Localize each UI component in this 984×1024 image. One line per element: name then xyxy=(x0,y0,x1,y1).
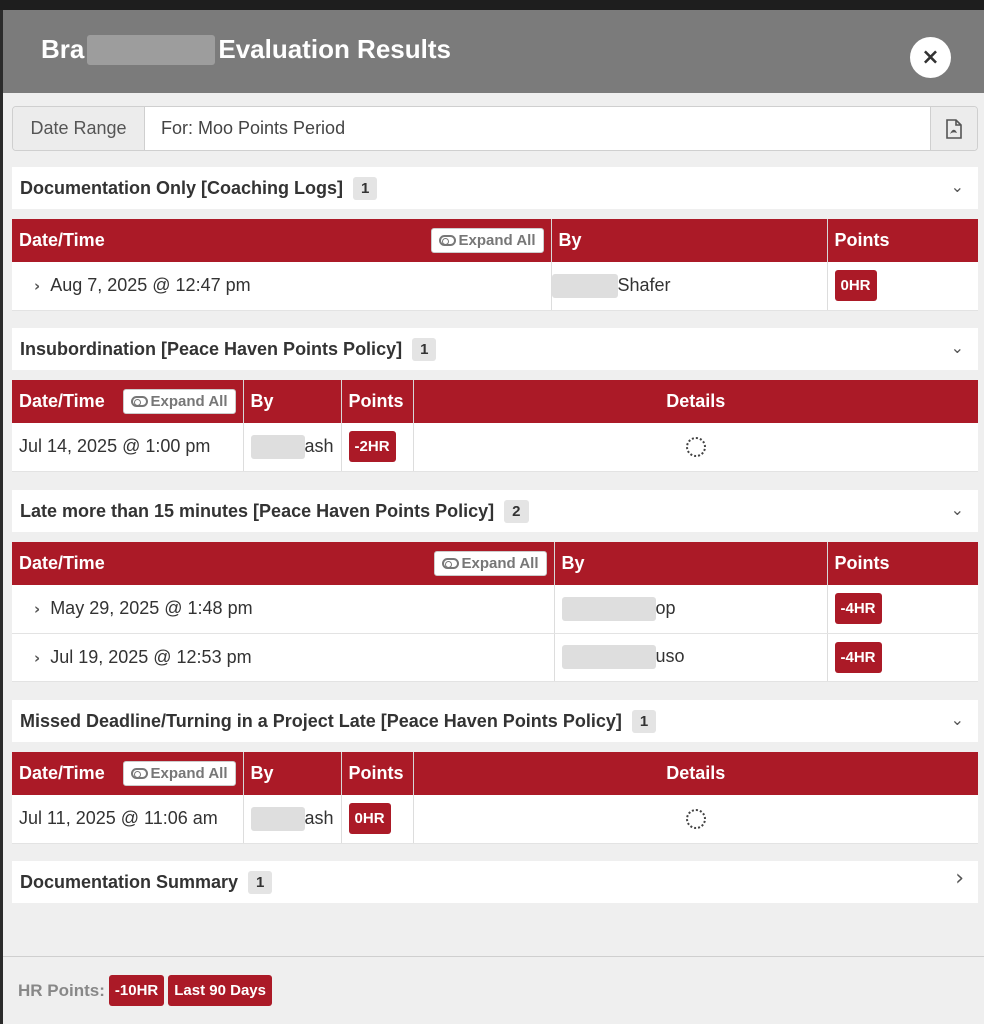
section-title: Insubordination [Peace Haven Points Policy] xyxy=(20,338,403,359)
by-value: ash xyxy=(304,435,334,456)
modal-footer xyxy=(3,956,984,1024)
datetime-label: Date/Time xyxy=(19,763,105,783)
toggle-icon xyxy=(131,396,148,407)
section-late-arrival xyxy=(12,490,978,682)
chevron-down-icon[interactable]: ⌄ xyxy=(950,177,964,196)
missed-deadline-table xyxy=(12,752,978,844)
redacted-name xyxy=(87,35,215,65)
expand-all-button[interactable] xyxy=(431,228,544,253)
pdf-icon xyxy=(946,119,962,139)
chevron-down-icon[interactable]: ⌄ xyxy=(950,500,964,519)
modal-title-end: Evaluation Results xyxy=(218,34,451,64)
section-title: Documentation Summary xyxy=(20,871,239,892)
hr-points-label: HR Points: xyxy=(18,980,105,1000)
section-title: Late more than 15 minutes [Peace Haven Points Policy] xyxy=(20,500,495,521)
by-value: Shafer xyxy=(617,274,671,295)
points-badge: 0HR xyxy=(349,803,391,834)
datetime-cell: Jul 14, 2025 @ 1:00 pm xyxy=(12,423,243,471)
details-cell xyxy=(413,795,978,843)
by-value: uso xyxy=(655,645,685,666)
redacted-name xyxy=(251,435,305,459)
column-header-points: Points xyxy=(827,542,978,585)
by-cell xyxy=(551,262,827,310)
close-icon: × xyxy=(921,45,940,70)
chevron-down-icon[interactable]: ⌄ xyxy=(950,710,964,729)
section-title: Missed Deadline/Turning in a Project Late [Peace Haven Points Policy] xyxy=(20,710,622,731)
date-range-label: Date Range xyxy=(13,107,145,150)
redacted-name xyxy=(562,645,656,669)
section-header[interactable] xyxy=(12,490,978,532)
section-header[interactable] xyxy=(12,167,978,209)
section-title: Documentation Only [Coaching Logs] xyxy=(20,177,343,198)
datetime-cell xyxy=(12,633,554,681)
period-badge: Last 90 Days xyxy=(168,975,272,1006)
section-count: 1 xyxy=(412,338,436,361)
evaluation-modal xyxy=(3,10,984,1024)
points-cell xyxy=(827,585,978,633)
expand-all-button[interactable] xyxy=(123,389,236,414)
expand-all-label: Expand All xyxy=(461,555,539,572)
chevron-right-icon[interactable]: › xyxy=(955,866,964,891)
points-cell xyxy=(827,262,978,310)
points-cell xyxy=(341,423,413,471)
points-badge: -4HR xyxy=(835,593,882,624)
section-count: 2 xyxy=(504,500,528,523)
column-header-details: Details xyxy=(413,752,978,795)
section-insubordination xyxy=(12,328,978,472)
datetime-label: Date/Time xyxy=(19,553,105,573)
details-cell xyxy=(413,423,978,471)
points-badge: 0HR xyxy=(835,270,877,301)
by-value: ash xyxy=(304,807,334,828)
table-row[interactable] xyxy=(12,585,978,633)
modal-title-start: Bra xyxy=(41,34,85,64)
by-cell xyxy=(554,633,827,681)
table-row[interactable] xyxy=(12,795,978,843)
column-header-points: Points xyxy=(827,219,978,262)
section-missed-deadline xyxy=(12,700,978,844)
loading-spinner-icon xyxy=(686,437,706,457)
expand-all-button[interactable] xyxy=(434,551,547,576)
datetime-value: Jul 19, 2025 @ 12:53 pm xyxy=(50,646,252,667)
points-cell xyxy=(827,633,978,681)
table-row[interactable] xyxy=(12,262,978,310)
date-range-value[interactable]: For: Moo Points Period xyxy=(161,118,346,138)
column-header-by: By xyxy=(554,542,827,585)
toggle-icon xyxy=(442,558,459,569)
top-strip xyxy=(0,0,984,10)
section-header[interactable] xyxy=(12,861,978,903)
section-count: 1 xyxy=(248,871,272,894)
section-documentation-summary xyxy=(12,861,978,903)
by-cell xyxy=(243,423,341,471)
date-range-bar xyxy=(12,106,978,151)
insubordination-table xyxy=(12,380,978,472)
chevron-right-icon[interactable]: › xyxy=(34,277,41,296)
datetime-value: Aug 7, 2025 @ 12:47 pm xyxy=(50,275,251,296)
section-header[interactable] xyxy=(12,700,978,742)
close-button[interactable] xyxy=(910,37,951,78)
column-header-datetime xyxy=(12,219,551,262)
chevron-right-icon[interactable]: › xyxy=(34,600,41,619)
points-cell xyxy=(341,795,413,843)
modal-title xyxy=(41,34,451,65)
late-table xyxy=(12,542,978,682)
section-count: 1 xyxy=(353,177,377,200)
datetime-label: Date/Time xyxy=(19,391,105,411)
by-cell xyxy=(554,585,827,633)
column-header-by: By xyxy=(243,380,341,423)
column-header-details: Details xyxy=(413,380,978,423)
datetime-cell: Jul 11, 2025 @ 11:06 am xyxy=(12,795,243,843)
redacted-name xyxy=(552,274,618,298)
column-header-by: By xyxy=(551,219,827,262)
toggle-icon xyxy=(131,768,148,779)
column-header-datetime xyxy=(12,542,554,585)
column-header-datetime xyxy=(12,380,243,423)
datetime-cell xyxy=(12,585,554,633)
table-row[interactable] xyxy=(12,633,978,681)
redacted-name xyxy=(562,597,656,621)
chevron-right-icon[interactable]: › xyxy=(34,648,41,667)
redacted-name xyxy=(251,807,305,831)
points-badge: -4HR xyxy=(835,642,882,673)
section-header[interactable] xyxy=(12,328,978,370)
documentation-table xyxy=(12,219,978,311)
hr-points-total-badge: -10HR xyxy=(109,975,164,1006)
expand-all-label: Expand All xyxy=(150,393,228,410)
expand-all-label: Expand All xyxy=(150,765,228,782)
column-header-datetime xyxy=(12,752,243,795)
points-badge: -2HR xyxy=(349,431,396,462)
loading-spinner-icon xyxy=(686,809,706,829)
section-count: 1 xyxy=(632,710,656,733)
chevron-down-icon[interactable]: ⌄ xyxy=(950,338,964,357)
column-header-points: Points xyxy=(341,752,413,795)
toggle-icon xyxy=(439,235,456,246)
section-documentation-only xyxy=(12,167,978,311)
table-row[interactable] xyxy=(12,423,978,471)
pdf-export-button[interactable] xyxy=(930,107,977,150)
expand-all-label: Expand All xyxy=(458,232,536,249)
datetime-label: Date/Time xyxy=(19,230,105,250)
by-cell xyxy=(243,795,341,843)
modal-header xyxy=(3,10,984,93)
expand-all-button[interactable] xyxy=(123,761,236,786)
column-header-by: By xyxy=(243,752,341,795)
by-value: op xyxy=(655,597,676,618)
datetime-cell xyxy=(12,262,551,310)
column-header-points: Points xyxy=(341,380,413,423)
datetime-value: May 29, 2025 @ 1:48 pm xyxy=(50,598,253,619)
